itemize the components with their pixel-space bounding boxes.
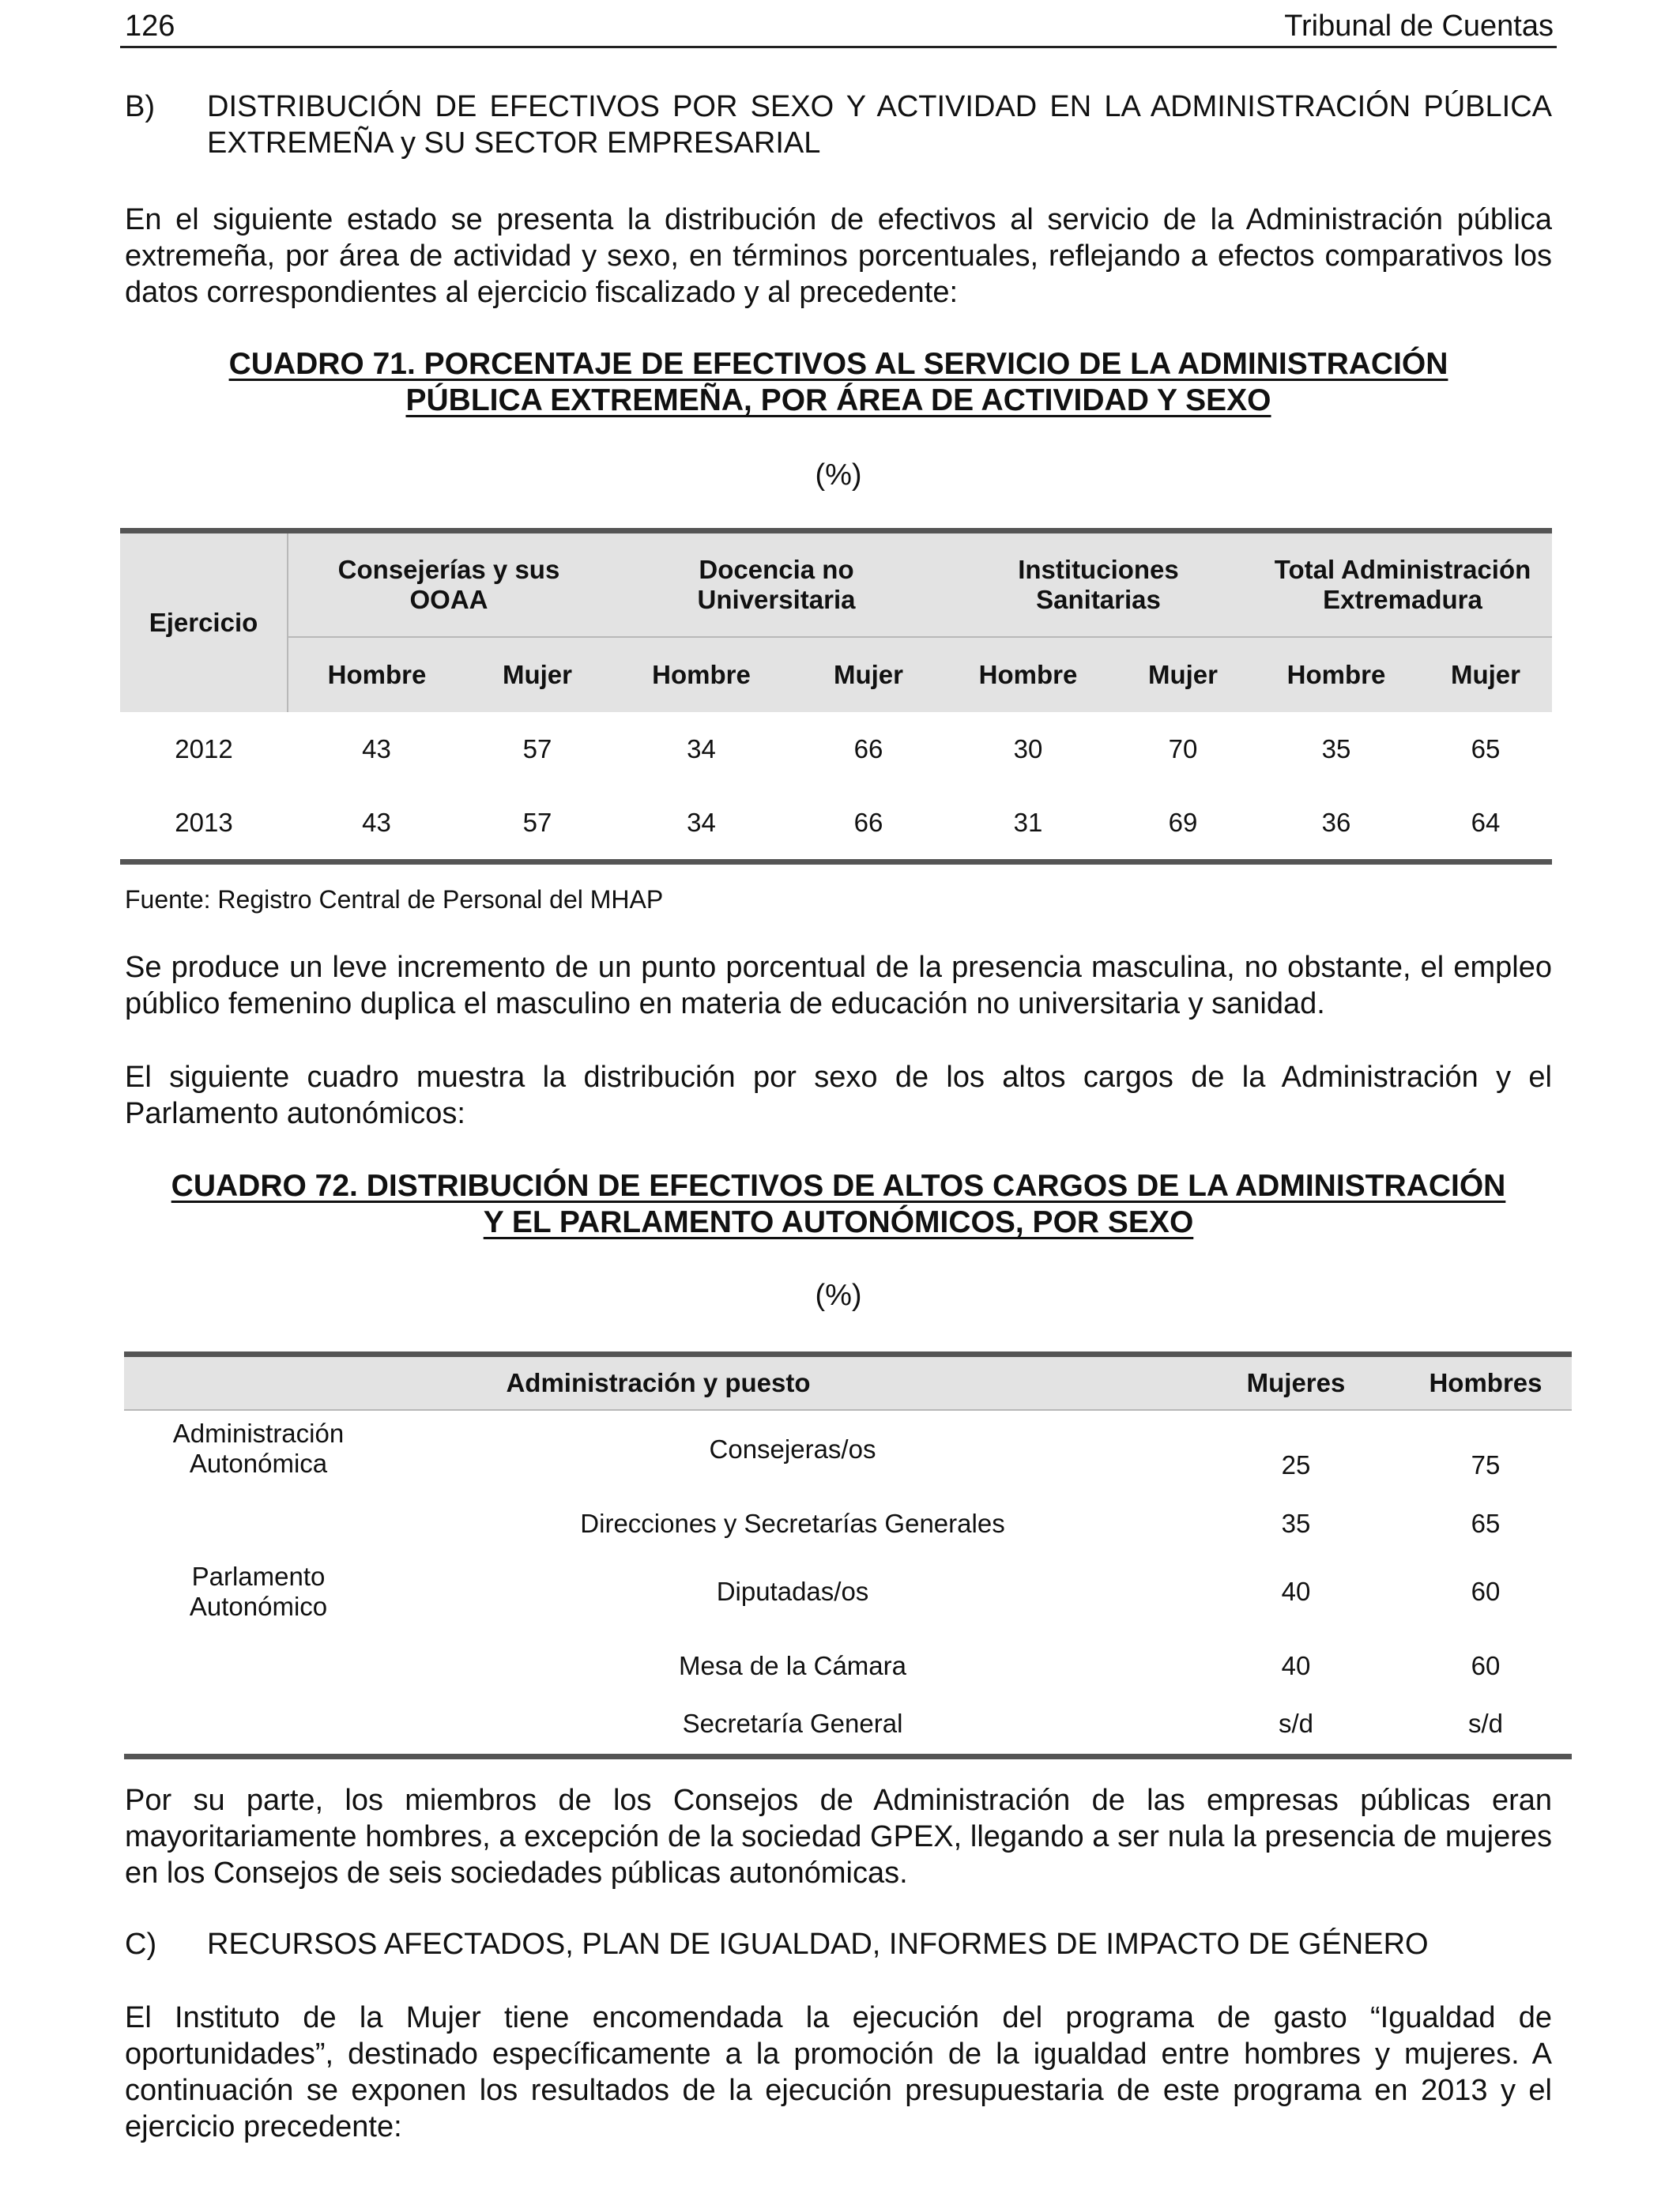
group-header-total: Total Administración Extremadura bbox=[1253, 531, 1552, 638]
header-rule bbox=[120, 46, 1557, 48]
page-number: 126 bbox=[125, 9, 175, 43]
value-cell: 70 bbox=[1168, 733, 1198, 763]
section-c-paragraph: El Instituto de la Mujer tiene encomendada la ejecución del programa de gasto “Igualdad de oportunidades”, destinado específicamente a la promoción de la igualdad entre hombres y mujeres. A continuación se exponen los resultados de la ejecución presupuestaria de este programa en 2013 y el ejercicio precedente: bbox=[125, 2001, 1552, 2143]
group-label-parlamento: Parlamento Autonómico bbox=[189, 1562, 328, 1621]
running-header: Tribunal de Cuentas bbox=[1284, 9, 1554, 43]
group-header-sanitarias: Instituciones Sanitarias bbox=[944, 531, 1253, 638]
value-cell: 34 bbox=[687, 807, 716, 837]
table-row bbox=[124, 1546, 1572, 1638]
table-71-title-line1: CUADRO 71. PORCENTAJE DE EFECTIVOS AL SERVICIO DE LA ADMINISTRACIÓN bbox=[228, 347, 1448, 381]
year-cell: 2012 bbox=[175, 733, 233, 763]
section-b-title: DISTRIBUCIÓN DE EFECTIVOS POR SEXO Y ACTIVIDAD EN LA ADMINISTRACIÓN PÚBLICA EXTREMEÑA y SU SECTOR EMPRESARIAL bbox=[207, 90, 1552, 160]
paragraph-after-71: Se produce un leve incremento de un punto porcentual de la presencia masculina, no obstante, el empleo público femenino duplica el masculino en materia de educación no universitaria y sanidad. bbox=[125, 951, 1552, 1020]
table-row bbox=[120, 786, 1552, 862]
sub-header-male: Hombre bbox=[609, 637, 793, 712]
table-72-title bbox=[125, 1168, 1552, 1241]
table-row bbox=[124, 1695, 1572, 1756]
sub-header-female: Mujer bbox=[1113, 637, 1253, 712]
sub-header-male: Hombre bbox=[288, 637, 465, 712]
table-72-unit: (%) bbox=[815, 1279, 862, 1312]
sub-header-female: Mujer bbox=[465, 637, 609, 712]
men-cell: s/d bbox=[1467, 1709, 1504, 1739]
section-b-heading bbox=[125, 89, 1552, 161]
women-cell: 40 bbox=[1281, 1577, 1311, 1606]
year-column-header: Ejercicio bbox=[120, 531, 288, 713]
section-c-letter: C) bbox=[125, 1928, 157, 1961]
women-cell: 25 bbox=[1281, 1450, 1311, 1480]
section-b-intro: En el siguiente estado se presenta la distribución de efectivos al servicio de la Administración pública extremeña, por área de actividad y sexo, en términos porcentuales, reflejando a efectos comparativos los datos correspondientes al ejercicio fiscalizado y al precedente: bbox=[125, 203, 1552, 309]
table-row bbox=[124, 1410, 1572, 1502]
table-row bbox=[120, 712, 1552, 786]
value-cell: 69 bbox=[1168, 807, 1198, 837]
paragraph-after-72: Por su parte, los miembros de los Consejos de Administración de las empresas públicas eran mayoritariamente hombres, a excepción de la sociedad GPEX, llegando a ser nula la presencia de mujeres en los Consejos de seis sociedades públicas autonómicas. bbox=[125, 1784, 1552, 1890]
group-header-consejerias: Consejerías y sus OOAA bbox=[288, 531, 609, 638]
table-72-title-line2: Y EL PARLAMENTO AUTONÓMICOS, POR SEXO bbox=[483, 1205, 1194, 1239]
value-cell: 43 bbox=[362, 733, 391, 763]
value-cell: 66 bbox=[853, 807, 883, 837]
table-row bbox=[124, 1502, 1572, 1546]
men-cell: 60 bbox=[1471, 1651, 1501, 1680]
women-column-header: Mujeres bbox=[1192, 1355, 1399, 1411]
men-cell: 75 bbox=[1471, 1450, 1501, 1480]
value-cell: 30 bbox=[1013, 733, 1043, 763]
table-72-title-line1: CUADRO 72. DISTRIBUCIÓN DE EFECTIVOS DE ALTOS CARGOS DE LA ADMINISTRACIÓN bbox=[171, 1169, 1506, 1203]
value-cell: 66 bbox=[853, 733, 883, 763]
group-label-administracion: Administración Autonómica bbox=[172, 1419, 345, 1478]
group-header-docencia: Docencia no Universitaria bbox=[609, 531, 944, 638]
position-cell: Diputadas/os bbox=[716, 1577, 869, 1606]
men-column-header: Hombres bbox=[1399, 1355, 1572, 1411]
table-71-unit: (%) bbox=[815, 458, 862, 492]
position-cell: Direcciones y Secretarías Generales bbox=[580, 1509, 1005, 1538]
year-cell: 2013 bbox=[175, 807, 233, 837]
value-cell: 31 bbox=[1013, 807, 1043, 837]
sub-header-male: Hombre bbox=[944, 637, 1113, 712]
table-71-source: Fuente: Registro Central de Personal del MHAP bbox=[125, 885, 664, 914]
position-cell: Consejeras/os bbox=[709, 1434, 876, 1464]
table-71-title-line2: PÚBLICA EXTREMEÑA, POR ÁREA DE ACTIVIDAD Y SEXO bbox=[405, 383, 1271, 417]
paragraph-intro-72: El siguiente cuadro muestra la distribución por sexo de los altos cargos de la Administración y el Parlamento autonómicos: bbox=[125, 1061, 1552, 1130]
table-row bbox=[124, 1638, 1572, 1695]
men-cell: 60 bbox=[1471, 1577, 1501, 1606]
women-cell: 40 bbox=[1281, 1651, 1311, 1680]
position-cell: Secretaría General bbox=[682, 1709, 903, 1739]
sub-header-female: Mujer bbox=[793, 637, 944, 712]
men-cell: 65 bbox=[1471, 1509, 1501, 1538]
table-71-title bbox=[125, 346, 1552, 419]
value-cell: 35 bbox=[1321, 733, 1351, 763]
value-cell: 43 bbox=[362, 807, 391, 837]
admin-column-header: Administración y puesto bbox=[124, 1355, 1192, 1411]
women-cell: s/d bbox=[1278, 1709, 1314, 1739]
value-cell: 57 bbox=[522, 733, 552, 763]
value-cell: 57 bbox=[522, 807, 552, 837]
value-cell: 64 bbox=[1471, 807, 1501, 837]
section-c-heading bbox=[125, 1926, 1552, 1962]
table-71 bbox=[120, 528, 1552, 865]
sub-header-female: Mujer bbox=[1419, 637, 1552, 712]
section-b-letter: B) bbox=[125, 90, 155, 123]
women-cell: 35 bbox=[1281, 1509, 1311, 1538]
position-cell: Mesa de la Cámara bbox=[679, 1651, 906, 1680]
table-72 bbox=[124, 1351, 1572, 1759]
value-cell: 36 bbox=[1321, 807, 1351, 837]
section-c-title: RECURSOS AFECTADOS, PLAN DE IGUALDAD, INFORMES DE IMPACTO DE GÉNERO bbox=[207, 1928, 1429, 1961]
value-cell: 34 bbox=[687, 733, 716, 763]
sub-header-male: Hombre bbox=[1253, 637, 1419, 712]
value-cell: 65 bbox=[1471, 733, 1501, 763]
